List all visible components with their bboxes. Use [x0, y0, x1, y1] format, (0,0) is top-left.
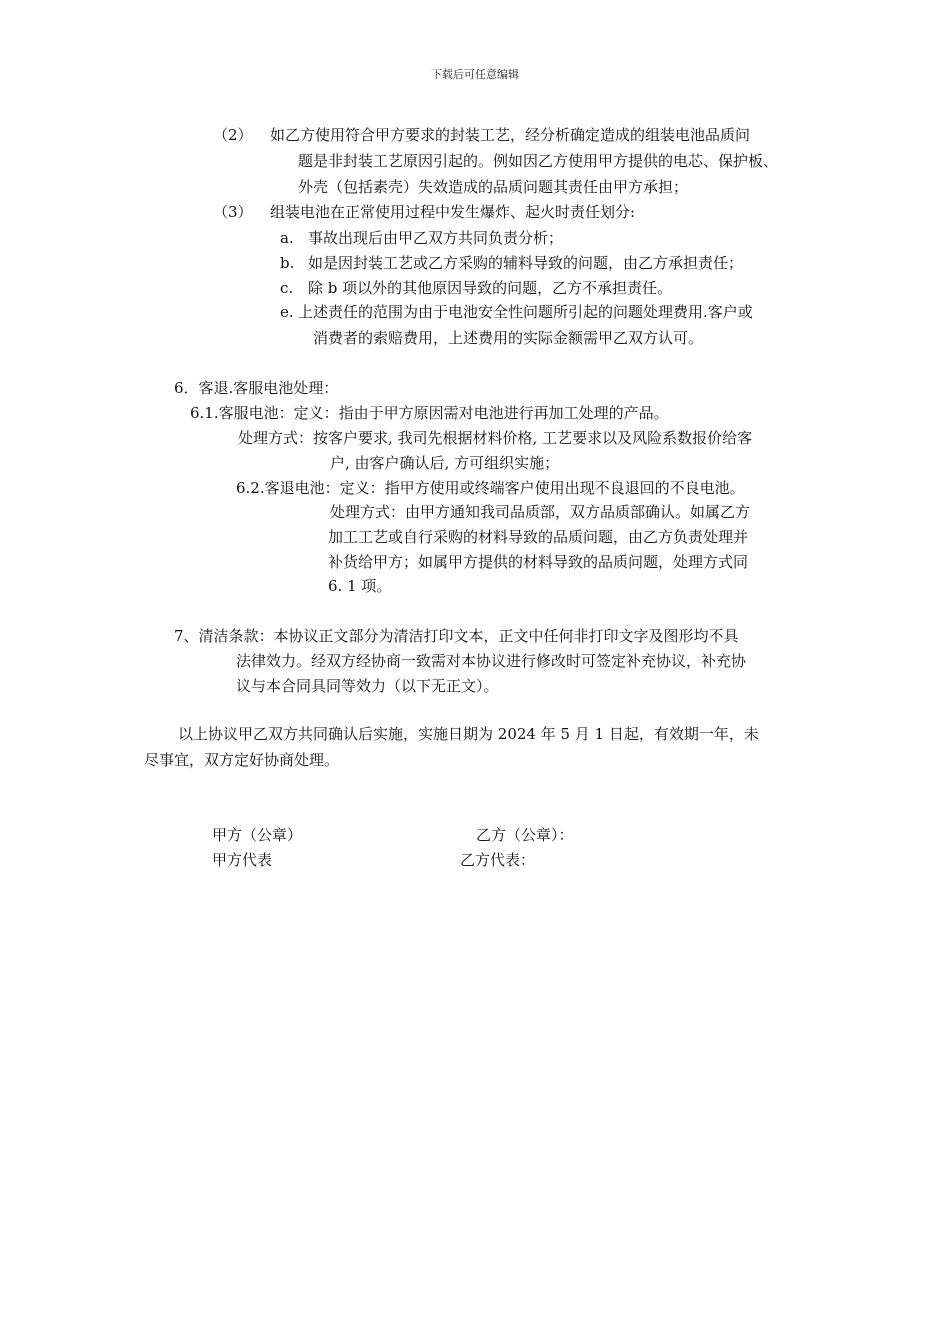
clause-3-item-e-line-2: 消费者的索赔费用，上述费用的实际金额需甲乙双方认可。	[313, 329, 704, 347]
section-6-2-method-line-4: 6. 1 项。	[328, 577, 392, 595]
clause-2-line-3: 外壳（包括素壳）失效造成的品质问题其责任由甲方承担；	[298, 178, 689, 196]
section-6-title: 6．客退.客服电池处理：	[174, 379, 339, 397]
section-6-2-method-line-1: 处理方式：由甲方通知我司品质部，双方品质部确认。如属乙方	[330, 503, 751, 521]
party-a-seal-label: 甲方（公章）	[212, 826, 303, 844]
clause-3-item-b-marker: b.	[280, 254, 295, 272]
clause-3-item-a-text: 事故出现后由甲乙双方共同负责分析；	[308, 229, 564, 247]
section-6-2-method-line-2: 加工工艺或自行采购的材料导致的品质问题，由乙方负责处理并	[328, 528, 749, 546]
clause-2-line-2: 题是非封装工艺原因引起的。例如因乙方使用甲方提供的电芯、保护板、	[298, 152, 779, 170]
section-6-1-method-line-2: 户, 由客户确认后, 方可组织实施；	[330, 454, 560, 472]
section-7-line-2: 法律效力。经双方经协商一致需对本协议进行修改时可签定补充协议，补充协	[236, 652, 747, 670]
closing-line-1: 以上协议甲乙双方共同确认后实施，实施日期为 2024 年 5 月 1 日起，有效期一年，未	[178, 725, 759, 743]
clause-3-item-a-marker: a.	[280, 229, 294, 247]
clause-2-marker: （2）	[213, 126, 253, 144]
section-6-1-title: 6.1.客服电池：定义：指由于甲方原因需对电池进行再加工处理的产品。	[190, 404, 669, 422]
clause-3-item-b-text: 如是因封装工艺或乙方采购的辅料导致的问题，由乙方承担责任；	[308, 254, 744, 272]
party-b-seal-label: 乙方（公章）：	[476, 826, 574, 844]
clause-3-item-e-line-1: 上述责任的范围为由于电池安全性问题所引起的问题处理费用.客户或	[298, 303, 753, 321]
page-header: 下载后可任意编辑	[431, 68, 519, 81]
section-6-1-method-line-1: 处理方式：按客户要求, 我司先根据材料价格, 工艺要求以及风险系数报价给客	[238, 429, 753, 447]
section-7-line-1: 7、清洁条款：本协议正文部分为清洁打印文本，正文中任何非打印文字及图形均不具	[174, 627, 739, 645]
clause-3-title: 组装电池在正常使用过程中发生爆炸、起火时责任划分:	[270, 203, 636, 221]
clause-3-item-e-marker: e.	[280, 303, 294, 321]
clause-2-line-1: 如乙方使用符合甲方要求的封装工艺，经分析确定造成的组装电池品质问	[270, 126, 751, 144]
section-6-2-title: 6.2.客退电池：定义：指甲方使用或终端客户使用出现不良退回的不良电池。	[236, 479, 745, 497]
closing-line-2: 尽事宜，双方定好协商处理。	[144, 751, 340, 769]
party-b-rep-label: 乙方代表：	[460, 851, 536, 869]
party-a-rep-label: 甲方代表	[212, 851, 273, 869]
clause-3-marker: （3）	[213, 203, 253, 221]
clause-3-item-c-marker: c.	[280, 279, 294, 297]
section-7-line-3: 议与本合同具同等效力（以下无正文）。	[236, 677, 499, 695]
clause-3-item-c-text: 除 b 项以外的其他原因导致的问题，乙方不承担责任。	[308, 279, 673, 297]
section-6-2-method-line-3: 补货给甲方；如属甲方提供的材料导致的品质问题，处理方式同	[328, 553, 749, 571]
